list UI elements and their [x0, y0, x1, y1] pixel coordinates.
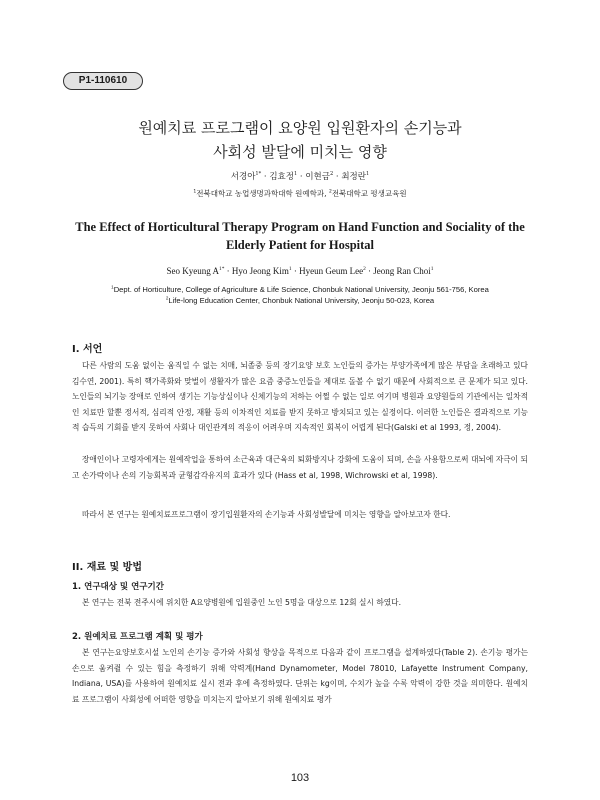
author-4-ko-sup: 1: [365, 171, 370, 178]
english-authors: [40, 266, 560, 276]
subsection-heading-program: 2. 원예치료 프로그램 계획 및 평가: [72, 632, 203, 642]
author-3-en: Hyeun Geum Lee: [299, 266, 364, 276]
aff-ko-text-1: 전북대학교 농업생명과학대학 원예학과,: [196, 189, 327, 198]
methods-paragraph-1: 본 연구는 전북 전주시에 위치한 A요양병원에 입원중인 노인 5명을 대상으로 12회 실시 하였다.: [82, 598, 402, 607]
intro-paragraph-3: 따라서 본 연구는 원예치료프로그램이 장기입원환자의 손기능과 사회성발달에 미치는 영향을 알아보고자 한다.: [82, 510, 451, 519]
korean-authors: [40, 170, 560, 182]
author-1-en: Seo Kyeung A: [166, 266, 219, 276]
korean-affiliation: [40, 188, 560, 199]
english-affiliation-2: [40, 296, 560, 305]
korean-title-line-2: 사회성 발달에 미치는 영향: [213, 143, 387, 161]
author-2-en-sup: 1: [288, 266, 292, 272]
author-2-ko-sup: 1: [293, 171, 298, 178]
methods-paragraph-2: 본 연구는요양보호시설 노인의 손기능 증가와 사회성 향상을 목적으로 다음과 같이 프로그램을 설계하였다(Table 2). 손기능 평가는 손으로 움켜쥘 수 있는 힘을 측정하기 위해 악력계(Hand Dynamometer, Model 78010, Lafayette Instrument Company, Indiana, USA)를 사용하여 원예치료 실시 전과 후에 측정하였다. 단위는 kg이며, 수치가 높을 수록 악력이 강한 것을 의미한다. 원예치료 프로그램이 사회성에 어떠한 영향을 미치는지 알아보기 위해 원예치료 평가: [72, 648, 528, 704]
author-3-en-sup: 2: [363, 266, 366, 272]
section-heading-methods: II. 재료 및 방법: [72, 562, 142, 573]
aff-ko-sup-1: 1: [193, 189, 197, 195]
author-1-ko-sup: 1*: [255, 171, 262, 178]
page-number: 103: [290, 772, 310, 784]
paper-id-badge: P1-110610: [63, 72, 143, 90]
author-2-ko: 김효정: [269, 172, 294, 182]
author-1-ko: 서경아: [230, 172, 256, 182]
author-sep: ·: [297, 172, 306, 182]
intro-paragraph-2: 장애인이나 고령자에게는 원예작업을 통하여 소근육과 대근육의 퇴화방지나 강화에 도움이 되며, 손을 사용함으로써 대뇌에 자극이 되고 손가락이나 손의 기능회복과 균형감각유지의 효과가 있다 (Hass et al, 1998, Wichrowski et al, 1998).: [72, 455, 528, 480]
author-4-ko: 최정란: [341, 172, 366, 182]
english-affiliation-1: [40, 285, 560, 294]
author-3-ko: 이현금: [305, 172, 330, 182]
aff-en-text-2: Life-long Education Center, Chonbuk National University, Jeonju 50-023, Korea: [168, 296, 435, 305]
aff-ko-sup-2: 2: [328, 189, 332, 195]
author-sep: ·: [291, 266, 300, 276]
english-title-line-2: Elderly Patient for Hospital: [225, 238, 375, 252]
author-sep: ·: [365, 266, 374, 276]
author-2-en: Hyo Jeong Kim: [231, 266, 289, 276]
section-heading-introduction: I. 서언: [72, 344, 103, 355]
author-4-en-sup: 1: [430, 266, 434, 272]
intro-paragraph-1: 다른 사람의 도움 없이는 움직일 수 없는 치매, 뇌졸중 등의 장기요양 보호 노인들의 증가는 부양가족에게 많은 부담을 초래하고 있다 김수연, 2001). 특히 핵가족화와 맞벌이 생활자가 많은 요즘 중증노인들을 제대로 돌볼 수 없기 때문에 사회적으로 큰 문제가 되고 있다. 노인들의 뇌기능 장애로 인하여 생기는 기능상실이나 신체기능의 저하는 어쩔 수 없는 일로 여기며 병원과 요양원들의 기관에서는 일차적인 치료만 할뿐 정서적, 심리적 안정, 재활 등의 이차적인 치료를 받지 못하고 방치되고 있는 실정이다. 이러한 노인들은 결과적으로 기능적 습득의 기회를 받지 못하여 사회나 대인관계의 적응이 어려우며 지속적인 회복이 어렵게 된다(Galski et al 1993, 정, 2004).: [72, 361, 528, 433]
author-sep: ·: [333, 172, 342, 182]
aff-ko-text-2: 전북대학교 평생교육원: [331, 189, 407, 198]
author-1-en-sup: 1*: [219, 266, 225, 272]
author-3-ko-sup: 2: [329, 171, 334, 178]
author-sep: ·: [224, 266, 232, 276]
aff-en-sup-2: 2: [165, 295, 169, 301]
aff-en-sup-1: 1: [111, 284, 114, 290]
author-sep: ·: [261, 172, 270, 182]
english-title-line-1: The Effect of Horticultural Therapy Program on Hand Function and Sociality of the: [75, 220, 525, 234]
subsection-heading-subjects: 1. 연구대상 및 연구기간: [72, 582, 164, 592]
korean-title-line-1: 원예치료 프로그램이 요양원 입원환자의 손기능과: [138, 119, 462, 137]
aff-en-text-1: Dept. of Horticulture, College of Agriculture & Life Science, Chonbuk National University, Jeonju 561-756, Korea: [113, 285, 489, 294]
author-4-en: Jeong Ran Choi: [373, 266, 431, 276]
